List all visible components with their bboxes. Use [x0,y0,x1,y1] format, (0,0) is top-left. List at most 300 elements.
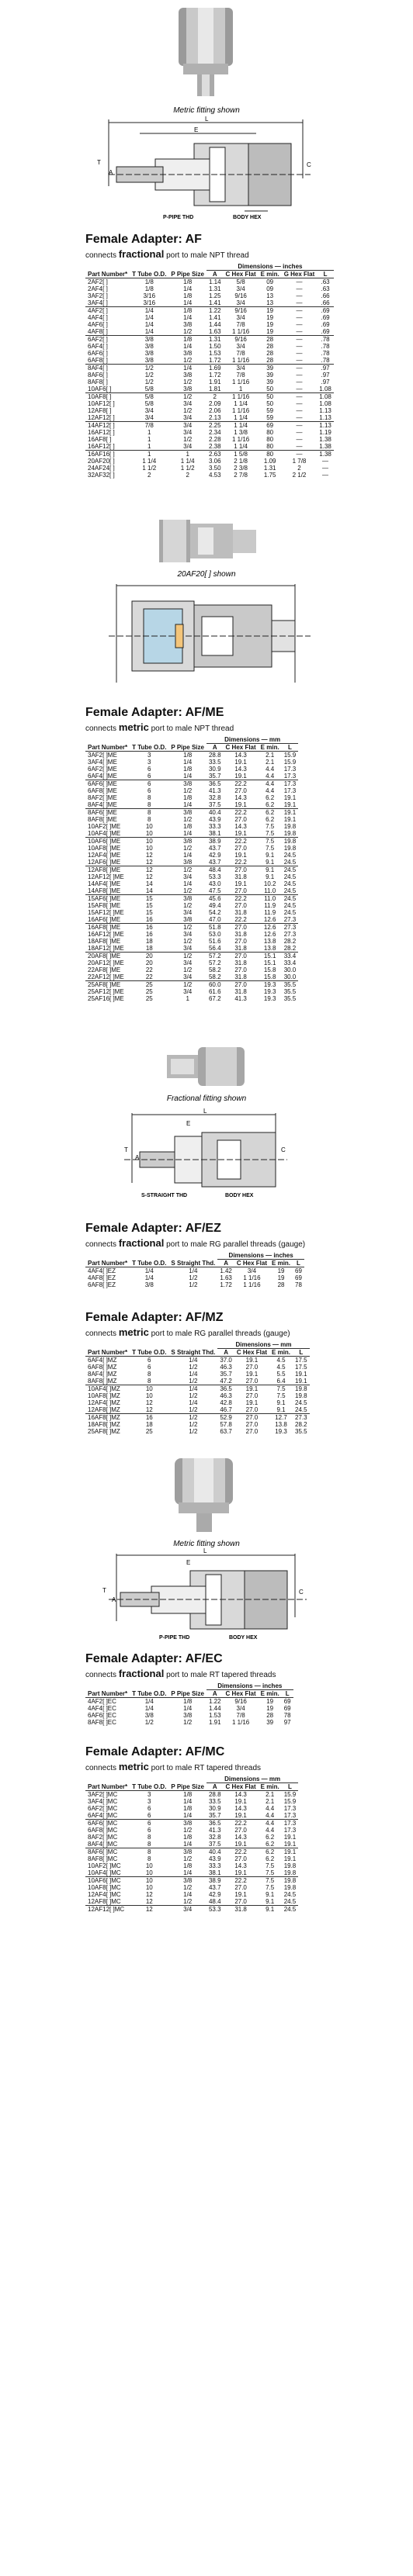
column-header: S Straight Thd. [168,1260,217,1267]
table-cell: 8AF8[ ]EC [88,1719,116,1726]
table-cell: 19.1 [234,773,247,780]
table-cell: 8 [130,809,168,817]
table-cell: 19.1 [283,801,297,808]
pipe-thd-label: P-PIPE THD [163,215,194,220]
table-cell: 14.3 [234,1862,247,1869]
table-row [85,292,334,299]
column-header: A [206,1690,224,1698]
table-cell: 12 [145,1898,153,1905]
table-cell: 1.81 [208,386,221,392]
table-cell: 19.1 [234,1385,269,1393]
table-cell: 1.13 [317,422,334,430]
table-row [85,924,298,932]
table-cell: — [296,436,303,443]
table-cell: 3/4 [247,1267,257,1274]
table-cell: 35.5 [283,995,297,1002]
table-cell: 12AF12[ ]MC [85,1906,130,1914]
table-cell: 1 1/16 [224,393,259,401]
table-cell: 1 [130,451,168,458]
figure-1 [0,0,413,229]
table-cell: .69 [321,314,330,321]
dimensions-header: Dimensions — inches [206,1682,293,1690]
table-cell: 1/8 [183,1834,193,1841]
header-blank [85,1341,217,1349]
table-cell: 1.38 [319,436,331,443]
column-header: Part Number* [85,1690,130,1698]
table-cell: 19.8 [283,830,297,837]
table-cell: 41.3 [234,995,247,1002]
table-cell: 3/4 [183,973,193,980]
table-cell: 5/8 [144,400,154,407]
table-cell: 1/4 [183,1705,193,1712]
table-cell: 19.1 [234,880,247,887]
table-cell: 12 [145,1891,153,1898]
table-cell: 19.1 [283,794,297,801]
table-cell: 1/4 [144,321,154,328]
table-cell: 20AF20[ ] [88,458,115,465]
table-cell: 16AF8[ ]MZ [85,1414,130,1422]
table-cell: 22.2 [224,1848,259,1856]
table-cell: 15.9 [283,1791,297,1798]
table-cell: 17.3 [283,1812,297,1819]
table-row [85,938,298,945]
header-blank [85,1682,206,1690]
table-cell: 1 1/16 [243,1274,261,1281]
fig2-caption: 20AF20[ ] shown [177,570,236,579]
column-header: Part Number* [85,1349,130,1357]
column-header: E min. [259,744,282,752]
table-cell: 19 [277,1267,285,1274]
table-cell: 57.2 [206,953,224,960]
table-cell: 51.8 [206,924,224,932]
column-header: L [282,744,299,752]
section-subtitle: connects metric port to male NPT thread [85,721,234,733]
table-row [85,1884,298,1891]
table-cell: 1/8 [183,1698,193,1705]
table-cell: 27.3 [283,931,297,938]
table-row [85,1414,310,1422]
table-cell: 9.1 [266,1898,275,1905]
table-cell: 3/16 [143,299,156,306]
table-row [85,766,298,773]
table-cell: .66 [321,292,330,299]
header-blank [85,263,206,271]
table-cell: 1.25 [208,292,221,299]
fig3-caption: Fractional fitting shown [166,1094,247,1103]
table-cell: 1.08 [317,393,334,401]
table-cell: 1/4 [168,1385,217,1393]
table-cell: 13 [266,292,274,299]
table-cell: 1 1/4 [234,443,248,450]
table-cell: 9/16 [234,292,247,299]
dim-A-label-3: A [135,1154,140,1161]
table-row [85,1862,298,1869]
dim-E-label-4: E [186,1559,191,1566]
table-cell: 1 1/2 [142,465,157,472]
table-cell: 24AF24[ ] [88,465,115,472]
table-cell: 09 [266,285,274,292]
table-cell: 11.9 [264,902,276,909]
table-cell: 24.5 [295,1406,307,1413]
spec-table-afme [85,736,298,1002]
table-cell: 27.0 [234,902,247,909]
table-row [85,759,298,766]
table-cell: 8 [148,1855,151,1862]
table-row [85,472,334,479]
table-cell: 3/8 [183,386,193,392]
table-cell: 1/4 [183,773,193,780]
section-subtitle: connects fractional port to male NPT thread [85,248,249,260]
table-row [85,1421,310,1428]
table-cell: 6AF6[ ] [88,350,108,357]
pipe-thd-label-4: P-PIPE THD [159,1635,190,1641]
table-row [85,343,334,350]
table-cell: 1.91 [208,379,221,386]
header-blank [85,1252,217,1260]
table-cell: — [296,285,303,292]
table-cell: 8AF6[ ]ME [85,809,130,817]
table-cell: 5/8 [130,393,168,401]
table-cell: 1 1/16 [231,407,250,414]
table-cell: 3/4 [183,988,193,995]
table-cell: 27.0 [234,1884,247,1891]
column-header: Part Number* [85,271,130,278]
table-row [85,1869,298,1877]
table-cell: 10 [145,823,153,830]
table-row [85,278,334,286]
table-cell: 7.5 [269,1385,293,1393]
body-hex-label-3: BODY HEX [225,1193,254,1198]
table-cell: 3/8 [183,1712,193,1719]
table-cell: 9.1 [259,1906,282,1914]
table-cell: 3/8 [168,809,206,817]
table-cell: 2.25 [206,422,224,430]
table-cell: 1.22 [208,1698,221,1705]
table-cell: 10.2 [263,880,276,887]
table-cell: 6.2 [266,816,275,823]
table-cell: 1/8 [183,292,193,299]
table-row [85,966,298,973]
header-blank [85,736,206,744]
table-row [85,1719,293,1726]
table-cell: 4.5 [276,1357,286,1364]
table-cell: 1/2 [189,1428,198,1435]
fitting-drawing-3 [124,1113,287,1187]
table-cell: 7.5 [259,838,282,845]
table-cell: 22AF8[ ]ME [88,966,121,973]
table-cell: 6 [148,773,151,780]
table-cell: 19.1 [282,809,299,817]
table-cell: 33.4 [282,953,299,960]
table-cell: 19 [266,1698,274,1705]
table-cell: 12AF8[ ] [88,407,112,414]
table-row [85,285,334,292]
table-cell: 10AF8[ ] [85,393,130,401]
column-header: Part Number* [85,744,130,752]
table-cell: 22.2 [224,809,259,817]
table-cell: 9.1 [266,873,275,880]
table-cell: 4AF2[ ] [85,307,130,315]
table-row [85,1406,310,1414]
table-cell: 12 [145,1406,153,1413]
spec-table-afez [85,1252,304,1288]
table-cell: 27.0 [224,953,259,960]
dim-T-label: T [97,159,101,166]
table-cell: 19.8 [283,1862,297,1869]
table-cell: 59 [266,407,274,414]
table-cell: 51.6 [208,938,221,945]
table-row [85,1399,310,1406]
column-header: Part Number* [85,1260,130,1267]
table-cell: — [282,307,318,315]
table-cell: 1 1/16 [231,357,250,364]
table-cell: 56.4 [208,945,221,952]
table-cell: 8 [148,794,151,801]
table-cell: 11.9 [264,909,276,916]
table-cell: 19.1 [295,1371,307,1378]
table-cell: — [296,372,303,379]
table-row [85,1820,298,1827]
figure-4 [0,1454,413,1648]
table-cell: 18 [145,1421,153,1428]
table-cell: 10AF2[ ]ME [88,823,121,830]
table-cell: 3/4 [168,1906,206,1914]
table-cell: 3/4 [236,1705,245,1712]
table-cell: 25AF16[ ]ME [88,995,124,1002]
table-cell: 69 [283,1705,291,1712]
table-cell: 10AF12[ ] [88,400,115,407]
header-blank [85,1776,206,1783]
table-cell: 17.3 [283,773,297,780]
table-cell: 6.2 [266,1841,275,1848]
table-cell: 80 [259,451,282,458]
table-cell: 1/2 [183,845,193,852]
table-cell: 2AF2[ ] [88,278,108,285]
table-cell: 3/4 [168,422,206,430]
table-cell: 8 [148,1841,151,1848]
table-cell: 12 [130,1906,168,1914]
table-cell: 12AF4[ ]ME [88,852,121,859]
table-cell: .63 [321,285,330,292]
table-cell: 97 [283,1719,291,1726]
table-cell: 2 [186,472,189,479]
table-cell: 6 [148,1805,151,1812]
table-cell: 15 [145,909,153,916]
section-subtitle: connects metric port to male RT tapered threads [85,1761,261,1772]
table-row [85,1841,298,1848]
fig4-caption: Metric fitting shown [173,1540,240,1548]
table-cell: 7.5 [259,1877,282,1885]
table-cell: 1.09 [263,458,276,465]
table-cell: 28 [266,343,274,350]
metric-fitting-photo-and-drawing-2 [0,1454,413,1644]
table-cell: 8AF8[ ] [88,379,108,386]
table-cell: 8AF4[ ]MZ [88,1371,117,1378]
table-cell: 5.5 [276,1371,286,1378]
table-cell: 1.53 [208,350,221,357]
table-cell: 53.0 [208,931,221,938]
table-cell: 6AF2[ ] [85,336,130,344]
table-cell: 2 [297,465,301,472]
table-cell: 31.8 [234,988,247,995]
table-cell: 30.9 [208,766,221,773]
table-row [85,988,298,995]
table-cell: 11.0 [259,895,282,903]
table-cell: 1.72 [208,372,221,379]
column-header: L [293,1260,304,1267]
table-cell: 19.1 [234,1812,247,1819]
table-row [85,794,298,801]
dimensions-header: Dimensions — inches [206,263,334,271]
table-cell: 53.3 [208,873,221,880]
table-cell: 6AF6[ ]MC [85,1820,130,1827]
table-cell: 4.4 [266,787,275,794]
table-cell: 16AF12[ ]ME [88,931,124,938]
table-cell: 3/4 [183,429,193,436]
table-cell: 12AF8[ ]ME [85,866,130,874]
table-cell: 1/2 [168,924,206,932]
table-cell: 12.6 [259,924,282,932]
table-cell: 9/16 [234,1698,247,1705]
dim-L-label-3: L [203,1108,207,1115]
table-cell: 69 [295,1267,302,1274]
table-cell: 1/2 [189,1392,198,1399]
table-cell: 1.14 [208,278,221,285]
table-cell: — [322,465,329,472]
table-cell: 2.1 [266,759,275,766]
table-cell: 33.5 [208,759,221,766]
column-header: A [217,1349,234,1357]
table-cell: .97 [321,372,330,379]
table-row [85,386,334,393]
table-cell: 1/4 [189,1371,198,1378]
table-cell: 24.5 [295,1399,307,1406]
table-cell: 17.3 [283,766,297,773]
table-cell: 1/2 [168,1414,217,1422]
table-cell: 27.0 [224,866,259,874]
section-afmc [0,1745,413,1913]
table-cell: 3 [148,1798,151,1805]
table-cell: 6 [148,1357,151,1364]
table-cell: 9.1 [259,866,282,874]
table-cell: 38.9 [206,838,224,845]
table-cell: 9.1 [276,1406,286,1413]
table-cell: 40.4 [206,809,224,817]
table-cell: 7.5 [266,1869,275,1876]
table-row [85,1281,304,1288]
table-row [85,931,298,938]
table-cell: 1 [148,429,151,436]
table-cell: 1/4 [183,852,193,859]
table-cell: 3/4 [144,414,154,421]
table-cell: 24.5 [282,866,299,874]
table-row [85,995,298,1002]
table-row [85,895,298,903]
table-cell: 12.6 [263,916,276,923]
table-cell: 1/8 [183,794,193,801]
table-cell: 1.69 [206,365,224,372]
table-cell: 6AF6[ ]EC [88,1712,116,1719]
section-title: Female Adapter: AF/ME [85,706,224,719]
table-cell: 33.3 [208,1862,221,1869]
table-cell: 6AF4[ ]ME [88,773,117,780]
table-cell: 2AF4[ ] [88,285,108,292]
table-row [85,443,334,451]
table-cell: 1/4 [183,880,193,887]
table-cell: 4.4 [266,773,275,780]
table-cell: 27.0 [234,787,247,794]
table-cell: 22 [145,966,153,973]
table-cell: 6AF8[ ]EZ [88,1281,116,1288]
table-cell: 27.0 [234,966,247,973]
table-cell: 1/4 [144,1698,154,1705]
table-cell: 27.0 [224,981,259,989]
table-cell: 27.0 [234,1414,269,1422]
table-cell: 3/4 [236,314,245,321]
table-cell: 1/8 [168,307,206,315]
table-cell: 1/4 [183,1812,193,1819]
table-cell: 1/8 [183,823,193,830]
table-cell: — [296,414,303,421]
table-row [85,1812,298,1820]
table-cell: 80 [266,429,274,436]
table-cell: 80 [266,443,274,450]
table-row [85,981,298,989]
table-cell: 3/8 [168,838,206,845]
table-cell: 35.7 [208,773,221,780]
table-cell: — [282,422,318,430]
table-cell: 25AF8[ ]ME [85,981,130,989]
table-cell: 1 3/8 [234,429,248,436]
table-row [85,1798,298,1805]
table-cell: 43.7 [208,1884,221,1891]
table-row [85,1385,310,1393]
table-cell: 25 [145,1428,153,1435]
column-header: E min. [269,1260,293,1267]
table-row [85,809,298,817]
table-cell: 57.2 [208,960,221,966]
table-cell: 19.1 [283,816,297,823]
column-header: L [293,1349,310,1357]
table-cell: 1/2 [189,1421,198,1428]
fitting-drawing [109,119,311,211]
table-cell: 7.5 [266,1884,275,1891]
table-cell: 4AF8[ ]EZ [88,1274,116,1281]
table-cell: 3/8 [183,321,193,328]
table-cell: 9/16 [224,307,259,315]
table-cell: 2 [206,393,224,401]
table-cell: 19.1 [234,1841,247,1848]
table-cell: 14AF4[ ]ME [88,880,121,887]
table-cell: 1 1/2 [180,465,195,472]
column-header: P Pipe Size [168,1783,206,1791]
table-cell: 14AF12[ ] [85,422,130,430]
table-cell: 35.7 [220,1371,232,1378]
table-cell: 10AF2[ ]MC [88,1862,121,1869]
table-cell: — [296,292,303,299]
table-cell: 1.31 [206,336,224,344]
table-cell: 3/8 [168,1877,206,1885]
table-cell: 3AF4[ ]ME [88,759,117,766]
table-cell: 22.2 [224,1877,259,1885]
column-header: L [282,1783,299,1791]
column-header: T Tube O.D. [130,744,168,752]
section-afez [0,1222,413,1288]
table-cell: 19.1 [283,1841,297,1848]
table-row [85,801,298,809]
table-row [85,436,334,443]
table-cell: 1/4 [189,1267,198,1274]
